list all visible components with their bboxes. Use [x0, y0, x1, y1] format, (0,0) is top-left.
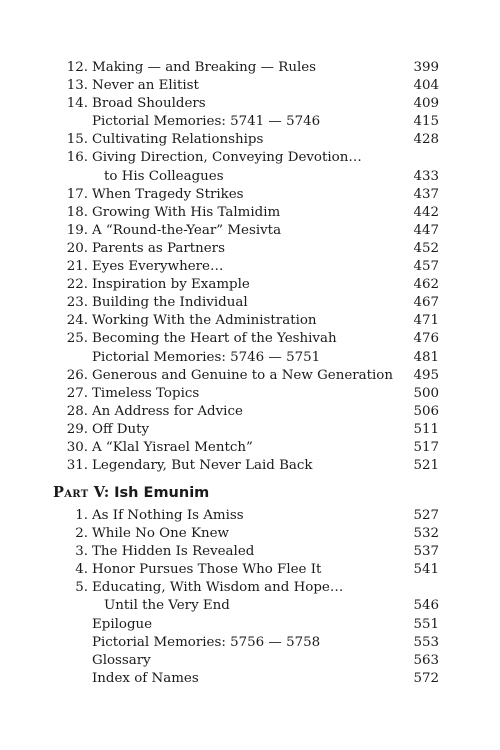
chapter-title: Pictorial Memories: 5746 — 5751 [92, 349, 321, 365]
chapter-title: An Address for Advice [92, 403, 243, 419]
page-number: 546 [413, 598, 439, 614]
chapter-title: Index of Names [92, 670, 199, 686]
toc-entry [63, 240, 439, 258]
toc-entry [63, 312, 439, 330]
chapter-title: Never an Elitist [92, 78, 199, 94]
chapter-title: Honor Pursues Those Who Flee It [92, 562, 322, 578]
page-number: 399 [413, 60, 439, 75]
page-number: 551 [413, 616, 439, 632]
page-number: 467 [413, 295, 439, 311]
chapter-title: Eyes Everywhere… [92, 259, 224, 275]
toc-entry [63, 367, 439, 385]
chapter-number: 13. [66, 78, 88, 94]
chapter-number: 5. [75, 580, 88, 596]
page-number: 563 [413, 652, 439, 668]
toc-entry [63, 186, 439, 204]
page-number: 437 [413, 186, 439, 202]
toc-entry [63, 95, 439, 113]
toc-entry [63, 131, 439, 149]
toc-part-v [63, 507, 439, 688]
chapter-number: 18. [66, 204, 88, 220]
toc-entry [63, 561, 439, 579]
chapter-title: Broad Shoulders [92, 96, 206, 112]
chapter-title: While No One Knew [92, 526, 229, 542]
chapter-number: 3. [75, 544, 88, 560]
toc-entry [63, 525, 439, 543]
toc-entry [63, 113, 439, 131]
page-number: 572 [413, 670, 439, 686]
toc-entry [63, 579, 439, 597]
page-number: 481 [413, 349, 439, 365]
chapter-number: 26. [66, 367, 88, 383]
toc-entry [63, 276, 439, 294]
chapter-number: 16. [66, 150, 88, 166]
page-number: 447 [413, 222, 439, 238]
chapter-number: 21. [66, 259, 88, 275]
page-number: 517 [413, 439, 439, 455]
chapter-number: 15. [66, 132, 88, 148]
toc-entry [63, 652, 439, 670]
toc-entry [63, 543, 439, 561]
chapter-number: 31. [66, 458, 88, 474]
toc-entry [63, 59, 439, 77]
page-number: 433 [413, 168, 439, 184]
page-number: 521 [413, 458, 439, 474]
chapter-title: Inspiration by Example [92, 277, 250, 293]
chapter-title: Generous and Genuine to a New Generation [92, 367, 393, 383]
toc-entry [63, 439, 439, 457]
toc-entry [63, 507, 439, 525]
chapter-number: 27. [66, 385, 88, 401]
chapter-title: Glossary [92, 652, 151, 668]
toc-entry [63, 670, 439, 688]
page-number: 541 [413, 562, 439, 578]
chapter-number: 30. [66, 439, 88, 455]
chapter-title: A “Round-the-Year” Mesivta [92, 222, 282, 238]
toc-entry [63, 294, 439, 312]
page-number: 428 [413, 132, 439, 148]
chapter-title: Growing With His Talmidim [92, 204, 281, 220]
chapter-number: 2. [75, 526, 88, 542]
chapter-title: Off Duty [92, 421, 150, 437]
chapter-title: Legendary, But Never Laid Back [92, 458, 313, 474]
page-number: 537 [413, 544, 439, 560]
toc-entry [63, 222, 439, 240]
page-number: 462 [413, 277, 439, 293]
chapter-title: Giving Direction, Conveying Devotion… [92, 150, 362, 166]
toc-entry [63, 168, 439, 186]
toc-entry [63, 149, 439, 167]
chapter-title: As If Nothing Is Amiss [92, 508, 244, 523]
toc-entry [63, 77, 439, 95]
chapter-number: 25. [66, 331, 88, 347]
chapter-title: Becoming the Heart of the Yeshivah [92, 331, 337, 347]
chapter-number: 1. [75, 508, 88, 523]
toc-entry [63, 457, 439, 475]
chapter-number: 24. [66, 313, 88, 329]
chapter-number: 23. [66, 295, 88, 311]
chapter-title: Pictorial Memories: 5741 — 5746 [92, 114, 321, 130]
page-number: 500 [413, 385, 439, 401]
page-number: 457 [413, 259, 439, 275]
chapter-number: 12. [66, 60, 88, 75]
toc-entry [63, 349, 439, 367]
chapter-title: Cultivating Relationships [92, 132, 264, 148]
part-label: Part V: [53, 484, 110, 501]
chapter-title: Educating, With Wisdom and Hope… [92, 580, 344, 596]
chapter-title: When Tragedy Strikes [92, 186, 244, 202]
toc-entry [63, 597, 439, 615]
chapter-number: 28. [66, 403, 88, 419]
page-number: 511 [413, 421, 439, 437]
chapter-title: Making — and Breaking — Rules [92, 60, 317, 75]
chapter-title: Timeless Topics [92, 385, 200, 401]
chapter-title: to His Colleagues [104, 168, 224, 184]
page-number: 452 [413, 240, 439, 256]
page-number: 409 [413, 96, 439, 112]
page-number: 495 [413, 367, 439, 383]
chapter-title: Until the Very End [104, 598, 230, 614]
chapter-number: 29. [66, 421, 88, 437]
chapter-number: 20. [66, 240, 88, 256]
chapter-title: The Hidden Is Revealed [92, 544, 255, 560]
page-number: 442 [413, 204, 439, 220]
chapter-title: Epilogue [92, 616, 153, 632]
toc-entry [63, 385, 439, 403]
page-number: 415 [413, 114, 439, 130]
chapter-number: 17. [66, 186, 88, 202]
part-heading [53, 484, 209, 501]
chapter-title: Building the Individual [92, 295, 248, 311]
toc-entry [63, 421, 439, 439]
chapter-title: Pictorial Memories: 5756 — 5758 [92, 634, 321, 650]
chapter-title: A “Klal Yisrael Mentch” [92, 439, 253, 455]
chapter-title: Parents as Partners [92, 240, 225, 256]
toc-entry [63, 330, 439, 348]
chapter-title: Working With the Administration [92, 313, 317, 329]
chapter-number: 19. [66, 222, 88, 238]
page-number: 527 [413, 508, 439, 523]
page-number: 471 [413, 313, 439, 329]
toc-entry [63, 403, 439, 421]
toc-entry [63, 258, 439, 276]
page-number: 553 [413, 634, 439, 650]
page-number: 476 [413, 331, 439, 347]
toc-entry [63, 634, 439, 652]
chapter-number: 22. [66, 277, 88, 293]
toc-entry [63, 616, 439, 634]
chapter-number: 14. [66, 96, 88, 112]
page-number: 532 [413, 526, 439, 542]
page-number: 506 [413, 403, 439, 419]
part-title: Ish Emunim [114, 485, 210, 501]
toc-part-iv-continued [63, 59, 439, 475]
page-number: 404 [413, 78, 439, 94]
toc-entry [63, 204, 439, 222]
chapter-number: 4. [75, 562, 88, 578]
